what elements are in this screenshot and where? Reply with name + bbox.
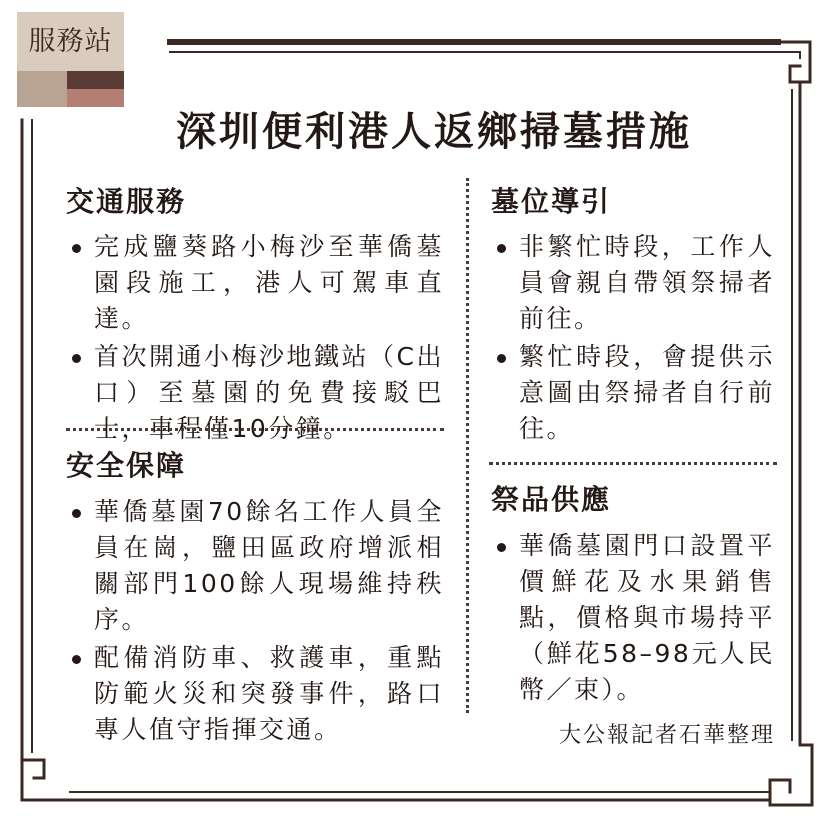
section-divider	[489, 462, 777, 465]
corner-fret-top-right	[778, 42, 810, 82]
corner-fret-bottom-right	[770, 745, 812, 805]
corner-fret-bottom-left	[22, 760, 60, 800]
transport-list	[72, 229, 444, 449]
list-item: 華僑墓園70餘名工作人員全員在崗，鹽田區政府增派相關部門100餘人現場維持秩序。	[72, 494, 444, 638]
guidance-list	[497, 229, 775, 449]
column-divider	[466, 178, 469, 713]
bullet-icon	[72, 655, 81, 664]
list-item: 華僑墓園門口設置平價鮮花及水果銷售點，價格與市場持平（鮮花58–98元人民幣／束）。	[497, 528, 775, 708]
section-divider	[66, 428, 444, 431]
headline: 深圳便利港人返鄉掃墓措施	[176, 109, 692, 155]
section-heading-safety: 安全保障	[66, 449, 187, 482]
offerings-list	[497, 528, 775, 710]
list-item: 非繁忙時段，工作人員會親自帶領祭掃者前往。	[497, 229, 775, 337]
bullet-icon	[72, 244, 81, 253]
bullet-icon	[72, 354, 81, 363]
bullet-icon	[72, 509, 81, 518]
list-item: 繁忙時段，會提供示意圖由祭掃者自行前往。	[497, 339, 775, 447]
safety-list	[72, 494, 444, 750]
list-item: 首次開通小梅沙地鐵站（C出口）至墓園的免費接駁巴士，車程僅10分鐘。	[72, 339, 444, 447]
section-heading-guidance: 墓位導引	[491, 185, 612, 218]
list-item: 完成鹽葵路小梅沙至華僑墓園段施工，港人可駕車直達。	[72, 229, 444, 337]
bullet-icon	[497, 543, 506, 552]
reporter-credit: 大公報記者石華整理	[558, 723, 775, 748]
corner-fret-top-right-inner	[778, 52, 800, 58]
bullet-icon	[497, 354, 506, 363]
bullet-icon	[497, 244, 506, 253]
tag-label: 服務站	[28, 26, 113, 57]
section-heading-offerings: 祭品供應	[491, 483, 612, 516]
list-item: 配備消防車、救護車，重點防範火災和突發事件，路口專人值守指揮交通。	[72, 640, 444, 748]
section-heading-transport: 交通服務	[66, 185, 187, 218]
